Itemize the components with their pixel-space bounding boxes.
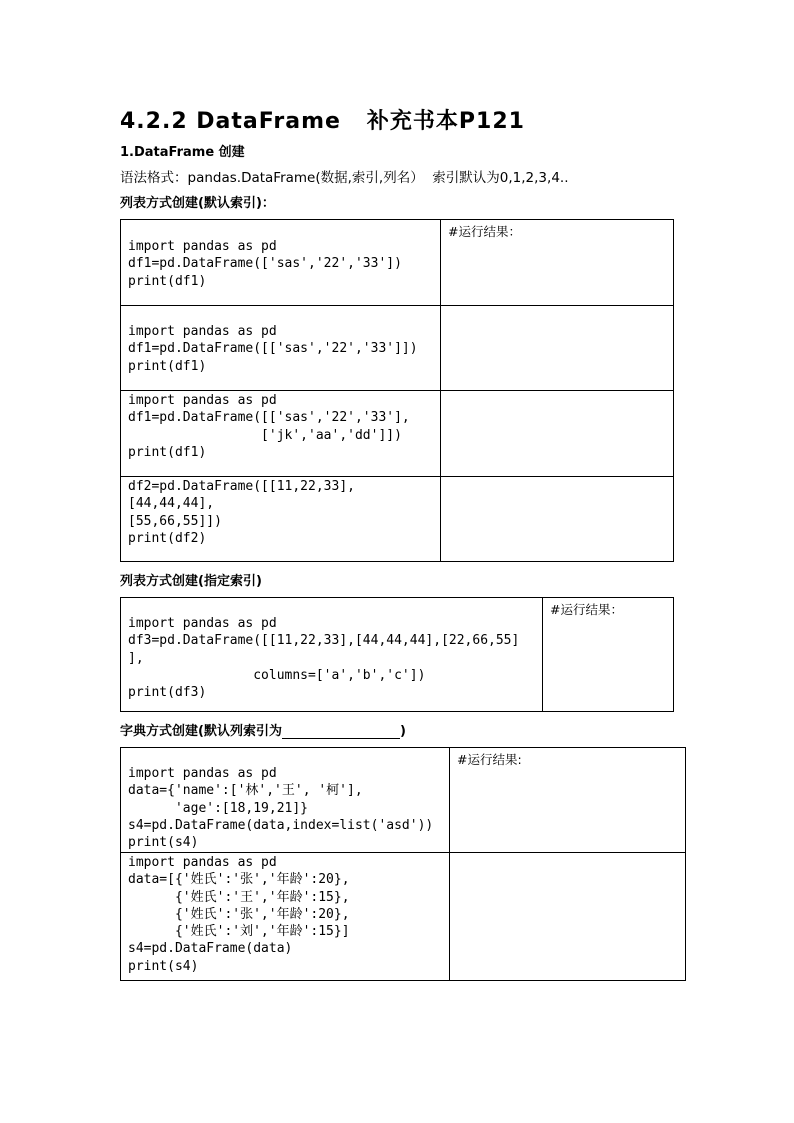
result-cell	[543, 598, 674, 712]
result-cell	[441, 306, 674, 391]
section2-heading: 列表方式创建(指定索引)	[120, 574, 262, 589]
result-cell	[441, 477, 674, 562]
section1-heading: 列表方式创建(默认索引)：	[120, 196, 275, 211]
table-row	[121, 853, 686, 981]
table-row	[121, 306, 674, 391]
section1-table	[120, 219, 674, 562]
fill-in-blank	[282, 724, 400, 739]
section3-heading-close: )	[399, 724, 406, 739]
code-cell	[121, 306, 441, 391]
section3-table	[120, 747, 686, 981]
section3-heading	[120, 720, 406, 739]
code-block: import pandas as pd data=[{'姓氏':'张','年龄':20}, {'姓氏':'王','年龄':15}, {'姓氏':'张','年龄':20}, {'姓氏':'刘','年龄':15}] s4=pd.DataFrame(data) print(s4)	[128, 855, 350, 974]
result-cell	[441, 391, 674, 477]
subtitle: 1.DataFrame 创建	[120, 145, 245, 160]
result-label: #运行结果：	[550, 602, 623, 617]
code-cell	[121, 477, 441, 562]
table-row	[121, 748, 686, 853]
page-title: 4.2.2 DataFrame 补充书本P121	[120, 109, 525, 134]
code-cell	[121, 391, 441, 477]
code-block: import pandas as pd df3=pd.DataFrame([[11,22,33],[44,44,44],[22,66,55] ], columns=['a','b','c']) print(df3)	[128, 616, 520, 701]
result-cell	[450, 853, 686, 981]
result-cell	[450, 748, 686, 853]
section3-heading-text: 字典方式创建(默认列索引为	[120, 724, 282, 739]
table-row	[121, 391, 674, 477]
table-row	[121, 598, 674, 712]
table-row	[121, 220, 674, 306]
code-block: df2=pd.DataFrame([[11,22,33], [44,44,44], [55,66,55]]) print(df2)	[128, 479, 355, 546]
code-cell	[121, 598, 543, 712]
result-label: #运行结果：	[448, 224, 521, 239]
code-block: import pandas as pd df1=pd.DataFrame([['sas','22','33'], ['jk','aa','dd']]) print(df1)	[128, 393, 410, 460]
code-block: import pandas as pd data={'name':['林','王', '柯'], 'age':[18,19,21]} s4=pd.DataFrame(data,index=list('asd')) print(s4)	[128, 766, 434, 851]
table-row	[121, 477, 674, 562]
code-cell	[121, 853, 450, 981]
section2-table	[120, 597, 674, 712]
code-cell	[121, 748, 450, 853]
syntax-line: 语法格式：pandas.DataFrame(数据,索引,列名） 索引默认为0,1,2,3,4..	[120, 170, 569, 186]
code-block: import pandas as pd df1=pd.DataFrame([['sas','22','33']]) print(df1)	[128, 324, 418, 374]
code-cell	[121, 220, 441, 306]
code-block: import pandas as pd df1=pd.DataFrame(['sas','22','33']) print(df1)	[128, 239, 402, 289]
result-label: #运行结果:	[457, 752, 522, 767]
result-cell	[441, 220, 674, 306]
